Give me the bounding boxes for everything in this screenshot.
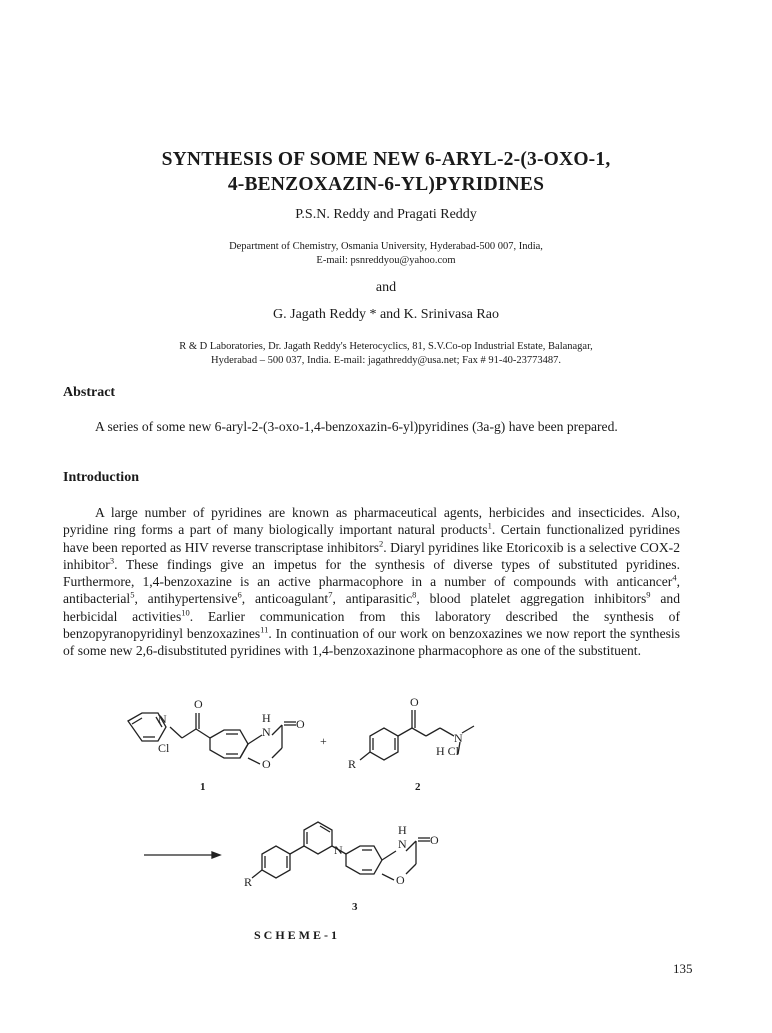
citation-ref: 4 (672, 572, 677, 583)
atom-o: O (194, 697, 203, 711)
intro-text: . Diaryl pyridines like Etoricoxib is a selective COX-2 inhibitor (63, 539, 680, 572)
atom-n-plus: N (454, 731, 463, 745)
atom-o: O (296, 717, 305, 731)
intro-text: A large number of pyridines are known as pharmaceutical agents, herbicides and insecticides. Also, pyridine ring forms a part of many biologically important natural products (63, 505, 680, 538)
citation-ref: 1 (487, 520, 492, 531)
citation-ref: 9 (646, 589, 651, 600)
atom-n: N (334, 843, 343, 857)
intro-text: , blood platelet aggregation inhibitors (416, 591, 647, 607)
intro-text: . In continuation of our work on benzoxazines we now report the synthesis of some new 2,6-disubstituted pyridines with 1,4-benzoxazinone pharmacophore as one of the substituent. (63, 626, 680, 659)
hcl-label: H Cl (436, 744, 460, 758)
pyridine-ring-3 (304, 822, 332, 854)
authors-first: P.S.N. Reddy and Pragati Reddy (295, 207, 477, 222)
atom-h: H (398, 823, 407, 837)
intro-text: . These findings give an impetus for the synthesis of diverse types of substituted pyridines. Furthermore, 1,4-benzoxazine is an active pharmacophore in a number of compounds with anticancer (63, 556, 680, 590)
atom-r: R (348, 757, 357, 771)
citation-ref: 2 (379, 538, 384, 549)
atom-o: O (430, 833, 439, 847)
compound-2-label: 2 (415, 781, 421, 793)
citation-ref: 5 (130, 589, 135, 600)
authors-second: G. Jagath Reddy * and K. Srinivasa Rao (273, 307, 499, 322)
intro-text: , antihypertensive (134, 591, 238, 607)
affiliation-first-line-2: E-mail: psnreddyou@yahoo.com (316, 255, 456, 266)
citation-ref: 11 (260, 624, 269, 635)
abstract-heading: Abstract (63, 385, 116, 400)
atom-n: N (398, 837, 407, 851)
atom-h: H (262, 711, 271, 725)
plus-sign: + (320, 734, 327, 748)
citation-ref: 8 (412, 589, 417, 600)
compound-1-label: 1 (200, 781, 206, 793)
intro-text: . Certain functionalized pyridines have been reported as HIV reverse transcriptase inhibitors (63, 522, 681, 555)
aryl-ring-3 (262, 846, 290, 878)
introduction-heading: Introduction (63, 470, 139, 485)
aryl-ring-2 (370, 728, 398, 760)
page-number: 135 (673, 961, 693, 976)
intro-text: . Earlier communication from this laboratory described the synthesis of benzopyranopyridinyl benzoxazines (63, 608, 680, 642)
title-line-1: SYNTHESIS OF SOME NEW 6-ARYL-2-(3-OXO-1, (161, 149, 611, 170)
scheme-caption: SCHEME-1 (254, 928, 341, 942)
citation-ref: 6 (237, 589, 242, 600)
atom-o: O (410, 695, 419, 709)
citation-ref: 7 (328, 589, 333, 600)
intro-text: and herbicidal activities (63, 591, 680, 624)
affiliation-second-line-1: R & D Laboratories, Dr. Jagath Reddy's Heterocyclics, 81, S.V.Co-op Industrial Estate, Balanagar, (179, 341, 593, 352)
citation-ref: 3 (109, 555, 115, 566)
atom-r: R (244, 875, 253, 889)
atom-o: O (262, 757, 271, 771)
atom-n: N (262, 725, 271, 739)
atom-n-plus: N (158, 712, 167, 726)
title-line-2: 4-BENZOXAZIN-6-YL)PYRIDINES (227, 174, 545, 195)
intro-text: , antiparasitic (332, 591, 413, 607)
affiliation-second-line-2: Hyderabad – 500 037, India. E-mail: jagathreddy@usa.net; Fax # 91-40-23773487. (211, 355, 561, 366)
and-separator: and (375, 280, 397, 295)
abstract-text: A series of some new 6-aryl-2-(3-oxo-1,4-benzoxazin-6-yl)pyridines (3a-g) have been prepared. (95, 419, 618, 434)
affiliation-first-line-1: Department of Chemistry, Osmania University, Hyderabad-500 007, India, (229, 241, 543, 252)
compound-3-label: 3 (352, 901, 358, 913)
atom-cl: Cl (158, 741, 170, 755)
citation-ref: 10 (181, 607, 190, 618)
intro-text: , antibacterial (63, 574, 680, 607)
atom-o: O (396, 873, 405, 887)
intro-text: , anticoagulant (241, 591, 329, 607)
